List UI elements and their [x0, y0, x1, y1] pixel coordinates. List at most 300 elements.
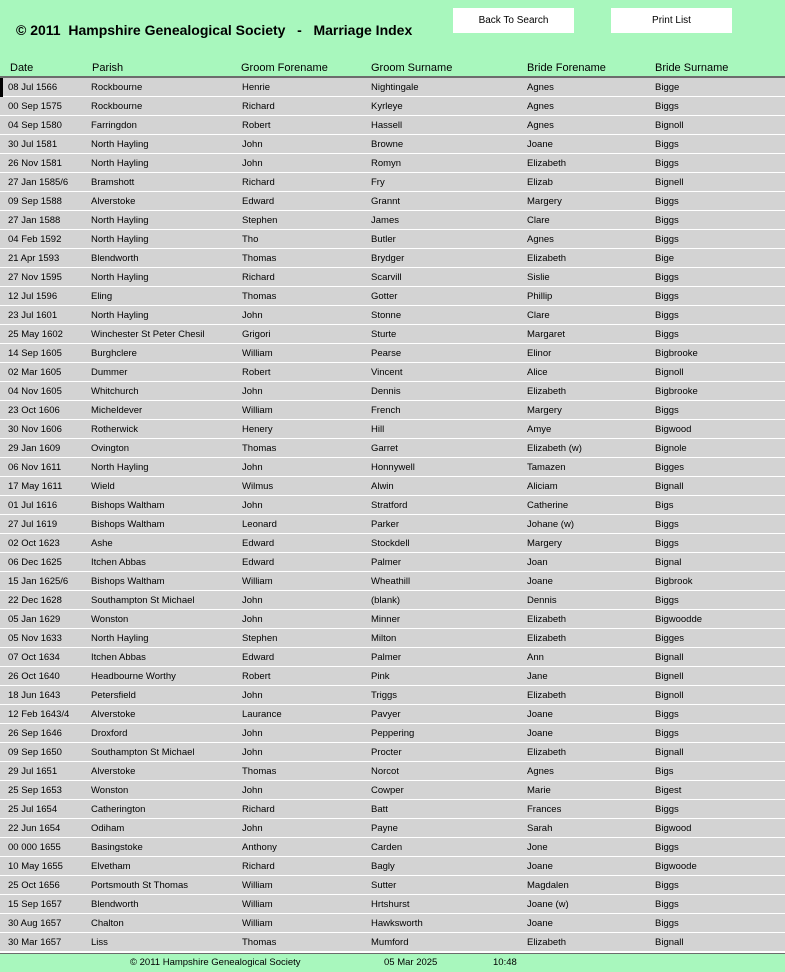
cell-date: 26 Nov 1581 — [8, 158, 62, 169]
table-row[interactable] — [0, 838, 785, 857]
cell-date: 04 Feb 1592 — [8, 234, 62, 245]
cell-date: 10 May 1655 — [8, 861, 63, 872]
cell-parish: Bramshott — [91, 177, 135, 188]
cell-bride-forename: Elinor — [527, 348, 552, 359]
cell-groom-surname: Honnywell — [371, 462, 415, 473]
cell-date: 00 000 1655 — [8, 842, 61, 853]
cell-bride-forename: Ann — [527, 652, 544, 663]
column-header-parish: Parish — [92, 62, 124, 74]
cell-date: 27 Nov 1595 — [8, 272, 62, 283]
cell-parish: North Hayling — [91, 272, 149, 283]
cell-groom-surname: Fry — [371, 177, 385, 188]
cell-groom-surname: Grannt — [371, 196, 401, 207]
cell-groom-forename: Henrie — [242, 82, 270, 93]
table-row[interactable] — [0, 116, 785, 135]
cell-groom-surname: Brydger — [371, 253, 405, 264]
cell-date: 27 Jan 1588 — [8, 215, 61, 226]
cell-bride-forename: Margery — [527, 196, 562, 207]
cell-parish: Whitchurch — [91, 386, 139, 397]
cell-parish: Blendworth — [91, 253, 139, 264]
table-row[interactable] — [0, 933, 785, 952]
cell-groom-surname: Wheathill — [371, 576, 411, 587]
cell-parish: Itchen Abbas — [91, 652, 146, 663]
cell-parish: Wonston — [91, 785, 129, 796]
cell-parish: Elvetham — [91, 861, 131, 872]
cell-bride-surname: Bignell — [655, 671, 684, 682]
table-row[interactable] — [0, 496, 785, 515]
cell-groom-surname: James — [371, 215, 399, 226]
cell-date: 02 Oct 1623 — [8, 538, 60, 549]
cell-date: 17 May 1611 — [8, 481, 63, 492]
page-title: © 2011 Hampshire Genealogical Society - Marriage Index — [16, 22, 413, 38]
cell-parish: Eling — [91, 291, 113, 302]
cell-groom-surname: (blank) — [371, 595, 401, 606]
cell-groom-surname: French — [371, 405, 401, 416]
cell-parish: North Hayling — [91, 234, 149, 245]
cell-date: 29 Jan 1609 — [8, 443, 61, 454]
table-row[interactable] — [0, 306, 785, 325]
cell-bride-forename: Joane — [527, 576, 553, 587]
cell-groom-forename: Robert — [242, 671, 271, 682]
cell-bride-surname: Bignall — [655, 747, 684, 758]
cell-groom-surname: Garret — [371, 443, 398, 454]
table-row[interactable] — [0, 762, 785, 781]
cell-date: 25 Oct 1656 — [8, 880, 60, 891]
cell-groom-forename: Leonard — [242, 519, 277, 530]
cell-bride-surname: Biggs — [655, 918, 679, 929]
cell-groom-forename: Stephen — [242, 633, 278, 644]
cell-bride-forename: Joane — [527, 918, 553, 929]
cell-parish: Dummer — [91, 367, 128, 378]
cell-groom-forename: John — [242, 595, 263, 606]
cell-groom-forename: William — [242, 899, 273, 910]
cell-groom-surname: Pavyer — [371, 709, 401, 720]
cell-parish: Headbourne Worthy — [91, 671, 176, 682]
cell-parish: Wield — [91, 481, 115, 492]
cell-groom-surname: Procter — [371, 747, 402, 758]
table-row[interactable] — [0, 363, 785, 382]
cell-groom-forename: John — [242, 462, 263, 473]
cell-bride-surname: Biggs — [655, 234, 679, 245]
cell-bride-surname: Biggs — [655, 709, 679, 720]
cell-date: 30 Mar 1657 — [8, 937, 62, 948]
table-row[interactable] — [0, 629, 785, 648]
cell-groom-forename: John — [242, 158, 263, 169]
cell-date: 09 Sep 1588 — [8, 196, 62, 207]
cell-groom-forename: Richard — [242, 177, 275, 188]
cell-bride-forename: Margery — [527, 405, 562, 416]
cell-bride-forename: Jone — [527, 842, 548, 853]
cell-groom-forename: William — [242, 405, 273, 416]
cell-groom-forename: William — [242, 576, 273, 587]
cell-parish: Basingstoke — [91, 842, 143, 853]
cell-groom-forename: Anthony — [242, 842, 277, 853]
cell-groom-surname: Batt — [371, 804, 388, 815]
cell-date: 04 Sep 1580 — [8, 120, 62, 131]
table-row[interactable] — [0, 78, 785, 97]
cell-parish: Blendworth — [91, 899, 139, 910]
table-row[interactable] — [0, 553, 785, 572]
cell-parish: Odiham — [91, 823, 125, 834]
table-row[interactable] — [0, 705, 785, 724]
cell-groom-surname: Pink — [371, 671, 390, 682]
cell-bride-surname: Biggs — [655, 899, 679, 910]
cell-date: 23 Oct 1606 — [8, 405, 60, 416]
cell-groom-forename: John — [242, 614, 263, 625]
cell-bride-surname: Bigwood — [655, 823, 692, 834]
cell-groom-surname: Triggs — [371, 690, 398, 701]
cell-bride-forename: Dennis — [527, 595, 557, 606]
cell-bride-forename: Clare — [527, 310, 550, 321]
marriage-table — [0, 78, 785, 952]
cell-bride-forename: Elizabeth — [527, 633, 567, 644]
cell-date: 22 Jun 1654 — [8, 823, 61, 834]
cell-groom-forename: John — [242, 690, 263, 701]
cell-groom-surname: Hill — [371, 424, 385, 435]
cell-bride-forename: Margery — [527, 538, 562, 549]
cell-date: 30 Jul 1581 — [8, 139, 58, 150]
cell-groom-forename: John — [242, 386, 263, 397]
cell-groom-forename: Thomas — [242, 253, 277, 264]
cell-groom-surname: Kyrleye — [371, 101, 403, 112]
cell-bride-forename: Sarah — [527, 823, 553, 834]
cell-groom-forename: Richard — [242, 804, 275, 815]
table-row[interactable] — [0, 743, 785, 762]
cell-parish: North Hayling — [91, 139, 149, 150]
cell-groom-surname: Pearse — [371, 348, 402, 359]
cell-date: 23 Jul 1601 — [8, 310, 58, 321]
cell-parish: Southampton St Michael — [91, 747, 195, 758]
cell-bride-forename: Margaret — [527, 329, 566, 340]
cell-groom-forename: John — [242, 728, 263, 739]
cell-groom-surname: Sutter — [371, 880, 397, 891]
cell-date: 30 Aug 1657 — [8, 918, 62, 929]
cell-parish: Rockbourne — [91, 82, 143, 93]
cell-groom-forename: Thomas — [242, 291, 277, 302]
cell-parish: Rotherwick — [91, 424, 138, 435]
cell-bride-surname: Biggs — [655, 272, 679, 283]
cell-bride-forename: Elizabeth — [527, 747, 567, 758]
table-row[interactable] — [0, 648, 785, 667]
cell-groom-forename: William — [242, 348, 273, 359]
cell-groom-forename: Robert — [242, 367, 271, 378]
cell-parish: Itchen Abbas — [91, 557, 146, 568]
cell-parish: Southampton St Michael — [91, 595, 195, 606]
cell-date: 05 Jan 1629 — [8, 614, 61, 625]
table-row[interactable] — [0, 439, 785, 458]
table-row[interactable] — [0, 211, 785, 230]
cell-parish: Farringdon — [91, 120, 137, 131]
cell-parish: Catherington — [91, 804, 146, 815]
cell-groom-surname: Scarvill — [371, 272, 402, 283]
cell-bride-surname: Biggs — [655, 804, 679, 815]
cell-bride-forename: Joane — [527, 709, 553, 720]
cell-groom-surname: Parker — [371, 519, 399, 530]
cell-date: 12 Feb 1643/4 — [8, 709, 70, 720]
cell-bride-surname: Biggs — [655, 215, 679, 226]
cell-bride-surname: Biggs — [655, 101, 679, 112]
cell-bride-surname: Bignall — [655, 481, 684, 492]
cell-date: 25 Sep 1653 — [8, 785, 62, 796]
cell-parish: Alverstoke — [91, 709, 136, 720]
cell-date: 07 Oct 1634 — [8, 652, 60, 663]
cell-date: 04 Nov 1605 — [8, 386, 62, 397]
cell-parish: Droxford — [91, 728, 128, 739]
cell-bride-surname: Bignall — [655, 937, 684, 948]
cell-groom-forename: Henery — [242, 424, 273, 435]
cell-date: 06 Nov 1611 — [8, 462, 62, 473]
cell-date: 01 Jul 1616 — [8, 500, 58, 511]
cell-bride-forename: Catherine — [527, 500, 569, 511]
cell-date: 08 Jul 1566 — [8, 82, 58, 93]
cell-parish: Petersfield — [91, 690, 136, 701]
cell-parish: Alverstoke — [91, 196, 136, 207]
cell-bride-surname: Bignoll — [655, 367, 684, 378]
cell-bride-forename: Joane — [527, 728, 553, 739]
cell-groom-forename: Tho — [242, 234, 259, 245]
table-row[interactable] — [0, 154, 785, 173]
cell-groom-forename: Edward — [242, 538, 275, 549]
cell-groom-forename: Wilmus — [242, 481, 274, 492]
cell-parish: Rockbourne — [91, 101, 143, 112]
back-to-search-button[interactable]: Back To Search — [453, 8, 574, 33]
cell-date: 06 Dec 1625 — [8, 557, 62, 568]
table-row[interactable] — [0, 135, 785, 154]
cell-groom-surname: Vincent — [371, 367, 403, 378]
cell-parish: Ashe — [91, 538, 113, 549]
cell-groom-surname: Palmer — [371, 652, 402, 663]
cell-groom-surname: Palmer — [371, 557, 402, 568]
cell-bride-forename: Clare — [527, 215, 550, 226]
footer-copyright: © 2011 Hampshire Genealogical Society — [130, 957, 301, 968]
cell-bride-surname: Bigbrook — [655, 576, 693, 587]
cell-groom-forename: Laurance — [242, 709, 282, 720]
print-list-button[interactable]: Print List — [611, 8, 732, 33]
cell-bride-surname: Biggs — [655, 158, 679, 169]
cell-bride-surname: Bigs — [655, 500, 674, 511]
cell-bride-forename: Agnes — [527, 234, 554, 245]
cell-groom-forename: Thomas — [242, 937, 277, 948]
table-row[interactable] — [0, 819, 785, 838]
table-row[interactable] — [0, 876, 785, 895]
cell-date: 25 Jul 1654 — [8, 804, 58, 815]
cell-groom-surname: Stratford — [371, 500, 408, 511]
cell-groom-forename: Stephen — [242, 215, 278, 226]
table-row[interactable] — [0, 325, 785, 344]
cell-bride-forename: Elizabeth — [527, 158, 567, 169]
cell-groom-surname: Browne — [371, 139, 404, 150]
cell-bride-forename: Johane (w) — [527, 519, 574, 530]
cell-groom-forename: John — [242, 747, 263, 758]
cell-date: 14 Sep 1605 — [8, 348, 62, 359]
cell-parish: North Hayling — [91, 633, 149, 644]
cell-bride-forename: Alice — [527, 367, 548, 378]
table-row[interactable] — [0, 686, 785, 705]
cell-groom-forename: John — [242, 785, 263, 796]
cell-parish: Alverstoke — [91, 766, 136, 777]
row-selector-marker — [0, 78, 3, 97]
cell-groom-surname: Hassell — [371, 120, 403, 131]
cell-bride-surname: Biggs — [655, 595, 679, 606]
cell-bride-surname: Bigges — [655, 462, 685, 473]
cell-parish: Winchester St Peter Chesil — [91, 329, 205, 340]
cell-bride-forename: Agnes — [527, 82, 554, 93]
cell-groom-surname: Stockdell — [371, 538, 410, 549]
cell-groom-surname: Dennis — [371, 386, 401, 397]
cell-bride-forename: Agnes — [527, 766, 554, 777]
cell-parish: North Hayling — [91, 462, 149, 473]
cell-bride-forename: Joane — [527, 861, 553, 872]
cell-date: 15 Sep 1657 — [8, 899, 62, 910]
column-header-date: Date — [10, 62, 34, 74]
cell-bride-forename: Agnes — [527, 120, 554, 131]
cell-date: 15 Jan 1625/6 — [8, 576, 69, 587]
table-row[interactable] — [0, 344, 785, 363]
cell-parish: Bishops Waltham — [91, 500, 165, 511]
table-row[interactable] — [0, 724, 785, 743]
table-row[interactable] — [0, 857, 785, 876]
cell-bride-surname: Bignoll — [655, 120, 684, 131]
cell-parish: Ovington — [91, 443, 130, 454]
cell-groom-forename: John — [242, 310, 263, 321]
table-row[interactable] — [0, 192, 785, 211]
cell-bride-surname: Bigbrooke — [655, 386, 698, 397]
table-row[interactable] — [0, 572, 785, 591]
cell-parish: North Hayling — [91, 158, 149, 169]
column-header-bride-forename: Bride Forename — [527, 62, 606, 74]
cell-date: 29 Jul 1651 — [8, 766, 58, 777]
cell-bride-forename: Jane — [527, 671, 548, 682]
cell-groom-forename: Edward — [242, 557, 275, 568]
cell-groom-forename: Richard — [242, 861, 275, 872]
table-row[interactable] — [0, 591, 785, 610]
cell-groom-surname: Norcot — [371, 766, 399, 777]
cell-bride-forename: Joane (w) — [527, 899, 569, 910]
table-row[interactable] — [0, 800, 785, 819]
cell-date: 09 Sep 1650 — [8, 747, 62, 758]
table-row[interactable] — [0, 458, 785, 477]
cell-bride-surname: Bigwoode — [655, 861, 697, 872]
cell-groom-surname: Peppering — [371, 728, 415, 739]
cell-date: 30 Nov 1606 — [8, 424, 62, 435]
column-header-bride-surname: Bride Surname — [655, 62, 729, 74]
cell-date: 27 Jan 1585/6 — [8, 177, 69, 188]
cell-groom-forename: Grigori — [242, 329, 271, 340]
cell-bride-surname: Bigges — [655, 633, 685, 644]
cell-bride-forename: Elizabeth — [527, 937, 567, 948]
table-row[interactable] — [0, 534, 785, 553]
cell-bride-surname: Bigwood — [655, 424, 692, 435]
cell-date: 26 Oct 1640 — [8, 671, 60, 682]
cell-parish: Micheldever — [91, 405, 143, 416]
cell-groom-forename: Edward — [242, 196, 275, 207]
cell-groom-forename: John — [242, 823, 263, 834]
table-row[interactable] — [0, 781, 785, 800]
cell-date: 27 Jul 1619 — [8, 519, 58, 530]
cell-parish: Bishops Waltham — [91, 576, 165, 587]
cell-groom-surname: Milton — [371, 633, 397, 644]
cell-groom-forename: Edward — [242, 652, 275, 663]
cell-bride-surname: Bigge — [655, 82, 680, 93]
cell-date: 18 Jun 1643 — [8, 690, 61, 701]
cell-bride-forename: Marie — [527, 785, 551, 796]
cell-bride-forename: Elizab — [527, 177, 553, 188]
cell-date: 02 Mar 1605 — [8, 367, 62, 378]
cell-groom-forename: John — [242, 139, 263, 150]
cell-groom-surname: Sturte — [371, 329, 397, 340]
cell-bride-surname: Biggs — [655, 196, 679, 207]
cell-groom-forename: Thomas — [242, 443, 277, 454]
table-row[interactable] — [0, 97, 785, 116]
cell-bride-surname: Bigbrooke — [655, 348, 698, 359]
cell-groom-forename: William — [242, 918, 273, 929]
cell-groom-forename: William — [242, 880, 273, 891]
cell-bride-surname: Bige — [655, 253, 675, 264]
cell-bride-surname: Biggs — [655, 519, 679, 530]
cell-groom-surname: Hawksworth — [371, 918, 423, 929]
cell-bride-forename: Aliciam — [527, 481, 558, 492]
cell-bride-forename: Agnes — [527, 101, 554, 112]
cell-groom-forename: John — [242, 500, 263, 511]
footer-date: 05 Mar 2025 — [384, 957, 438, 968]
cell-groom-surname: Bagly — [371, 861, 395, 872]
table-row[interactable] — [0, 230, 785, 249]
table-row[interactable] — [0, 173, 785, 192]
cell-bride-forename: Phillip — [527, 291, 553, 302]
cell-bride-surname: Bignal — [655, 557, 682, 568]
cell-bride-forename: Elizabeth — [527, 614, 567, 625]
table-row[interactable] — [0, 249, 785, 268]
cell-bride-surname: Bignell — [655, 177, 684, 188]
cell-groom-surname: Alwin — [371, 481, 394, 492]
table-row[interactable] — [0, 914, 785, 933]
table-row[interactable] — [0, 420, 785, 439]
cell-parish: Bishops Waltham — [91, 519, 165, 530]
cell-bride-forename: Sislie — [527, 272, 550, 283]
table-row[interactable] — [0, 477, 785, 496]
cell-bride-surname: Bigwoodde — [655, 614, 703, 625]
cell-parish: Liss — [91, 937, 108, 948]
table-row[interactable] — [0, 667, 785, 686]
table-row[interactable] — [0, 515, 785, 534]
cell-groom-surname: Mumford — [371, 937, 409, 948]
table-row[interactable] — [0, 895, 785, 914]
cell-bride-forename: Magdalen — [527, 880, 569, 891]
cell-date: 00 Sep 1575 — [8, 101, 62, 112]
cell-bride-surname: Bigest — [655, 785, 682, 796]
cell-groom-surname: Nightingale — [371, 82, 419, 93]
cell-bride-forename: Elizabeth — [527, 690, 567, 701]
cell-parish: Burghclere — [91, 348, 137, 359]
cell-date: 21 Apr 1593 — [8, 253, 60, 264]
table-row[interactable] — [0, 268, 785, 287]
cell-date: 05 Nov 1633 — [8, 633, 62, 644]
cell-groom-forename: Richard — [242, 101, 275, 112]
cell-bride-surname: Biggs — [655, 880, 679, 891]
table-row[interactable] — [0, 401, 785, 420]
cell-parish: North Hayling — [91, 310, 149, 321]
cell-groom-surname: Payne — [371, 823, 398, 834]
table-row[interactable] — [0, 382, 785, 401]
table-row[interactable] — [0, 610, 785, 629]
table-row[interactable] — [0, 287, 785, 306]
cell-bride-surname: Biggs — [655, 139, 679, 150]
cell-bride-surname: Biggs — [655, 291, 679, 302]
cell-bride-forename: Joane — [527, 139, 553, 150]
cell-groom-surname: Stonne — [371, 310, 402, 321]
cell-date: 25 May 1602 — [8, 329, 63, 340]
column-header-groom-forename: Groom Forename — [241, 62, 328, 74]
